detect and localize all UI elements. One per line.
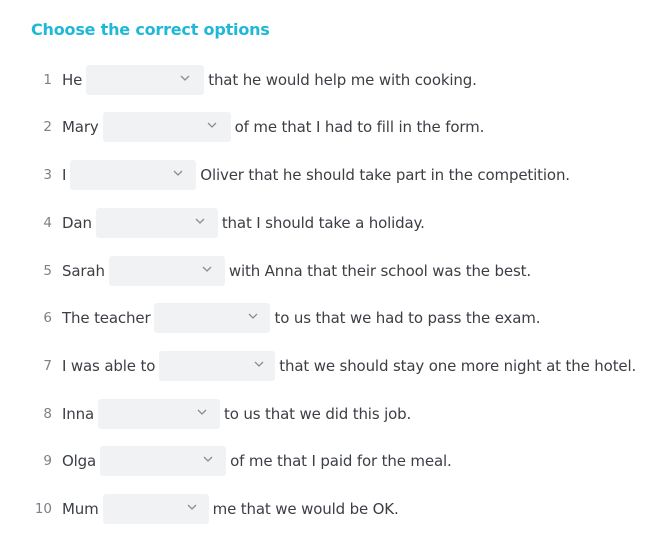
question-content (62, 494, 399, 524)
question-content (62, 160, 570, 190)
question-number: 5 (43, 263, 52, 279)
question-text-after: to us that we did this job. (224, 405, 412, 423)
chevron-down-icon (253, 358, 265, 370)
question-text-after: to us that we had to pass the exam. (274, 309, 541, 327)
answer-dropdown-9[interactable] (100, 446, 226, 476)
question-content (62, 65, 477, 95)
chevron-down-icon (172, 167, 184, 179)
question-text-after: that I should take a holiday. (221, 214, 425, 232)
question-number: 1 (43, 72, 52, 88)
question-text-before: Olga (62, 452, 97, 470)
answer-dropdown-2[interactable] (103, 112, 231, 142)
question-number: 8 (43, 406, 52, 422)
answer-dropdown-1[interactable] (86, 65, 204, 95)
question-content (62, 351, 636, 381)
question-text-after: that we should stay one more night at the hotel. (279, 357, 637, 375)
chevron-down-icon (247, 310, 259, 322)
chevron-down-icon (179, 72, 191, 84)
answer-dropdown-8[interactable] (98, 399, 220, 429)
question-text-before: The teacher (62, 309, 151, 327)
chevron-down-icon (202, 453, 214, 465)
question-text-before: Dan (62, 214, 92, 232)
question-content (62, 446, 452, 476)
answer-dropdown-4[interactable] (96, 208, 218, 238)
question-number: 3 (43, 167, 52, 183)
answer-dropdown-5[interactable] (109, 256, 225, 286)
exercise-title: Choose the correct options (31, 20, 270, 39)
answer-dropdown-3[interactable] (70, 160, 196, 190)
chevron-down-icon (196, 406, 208, 418)
question-content (62, 303, 540, 333)
answer-dropdown-10[interactable] (103, 494, 209, 524)
chevron-down-icon (186, 501, 198, 513)
question-number: 6 (43, 310, 52, 326)
question-text-after: me that we would be OK. (212, 500, 399, 518)
question-number: 9 (43, 453, 52, 469)
chevron-down-icon (206, 119, 218, 131)
question-text-before: He (62, 71, 83, 89)
question-text-after: of me that I paid for the meal. (230, 452, 452, 470)
answer-dropdown-7[interactable] (159, 351, 275, 381)
question-content (62, 256, 531, 286)
question-content (62, 208, 425, 238)
question-text-before: I (62, 166, 67, 184)
question-number: 4 (43, 215, 52, 231)
question-text-before: Mary (62, 118, 99, 136)
question-content (62, 112, 484, 142)
question-text-before: Mum (62, 500, 99, 518)
question-number: 2 (43, 119, 52, 135)
question-number: 7 (43, 358, 52, 374)
chevron-down-icon (201, 263, 213, 275)
question-text-after: that he would help me with cooking. (208, 71, 477, 89)
question-text-after: of me that I had to fill in the form. (234, 118, 485, 136)
answer-dropdown-6[interactable] (154, 303, 270, 333)
question-text-before: Inna (62, 405, 95, 423)
chevron-down-icon (194, 215, 206, 227)
question-text-before: Sarah (62, 262, 105, 280)
question-content (62, 399, 411, 429)
question-text-after: Oliver that he should take part in the competition. (200, 166, 570, 184)
question-text-after: with Anna that their school was the best. (228, 262, 531, 280)
question-text-before: I was able to (62, 357, 156, 375)
question-number: 10 (34, 501, 52, 517)
